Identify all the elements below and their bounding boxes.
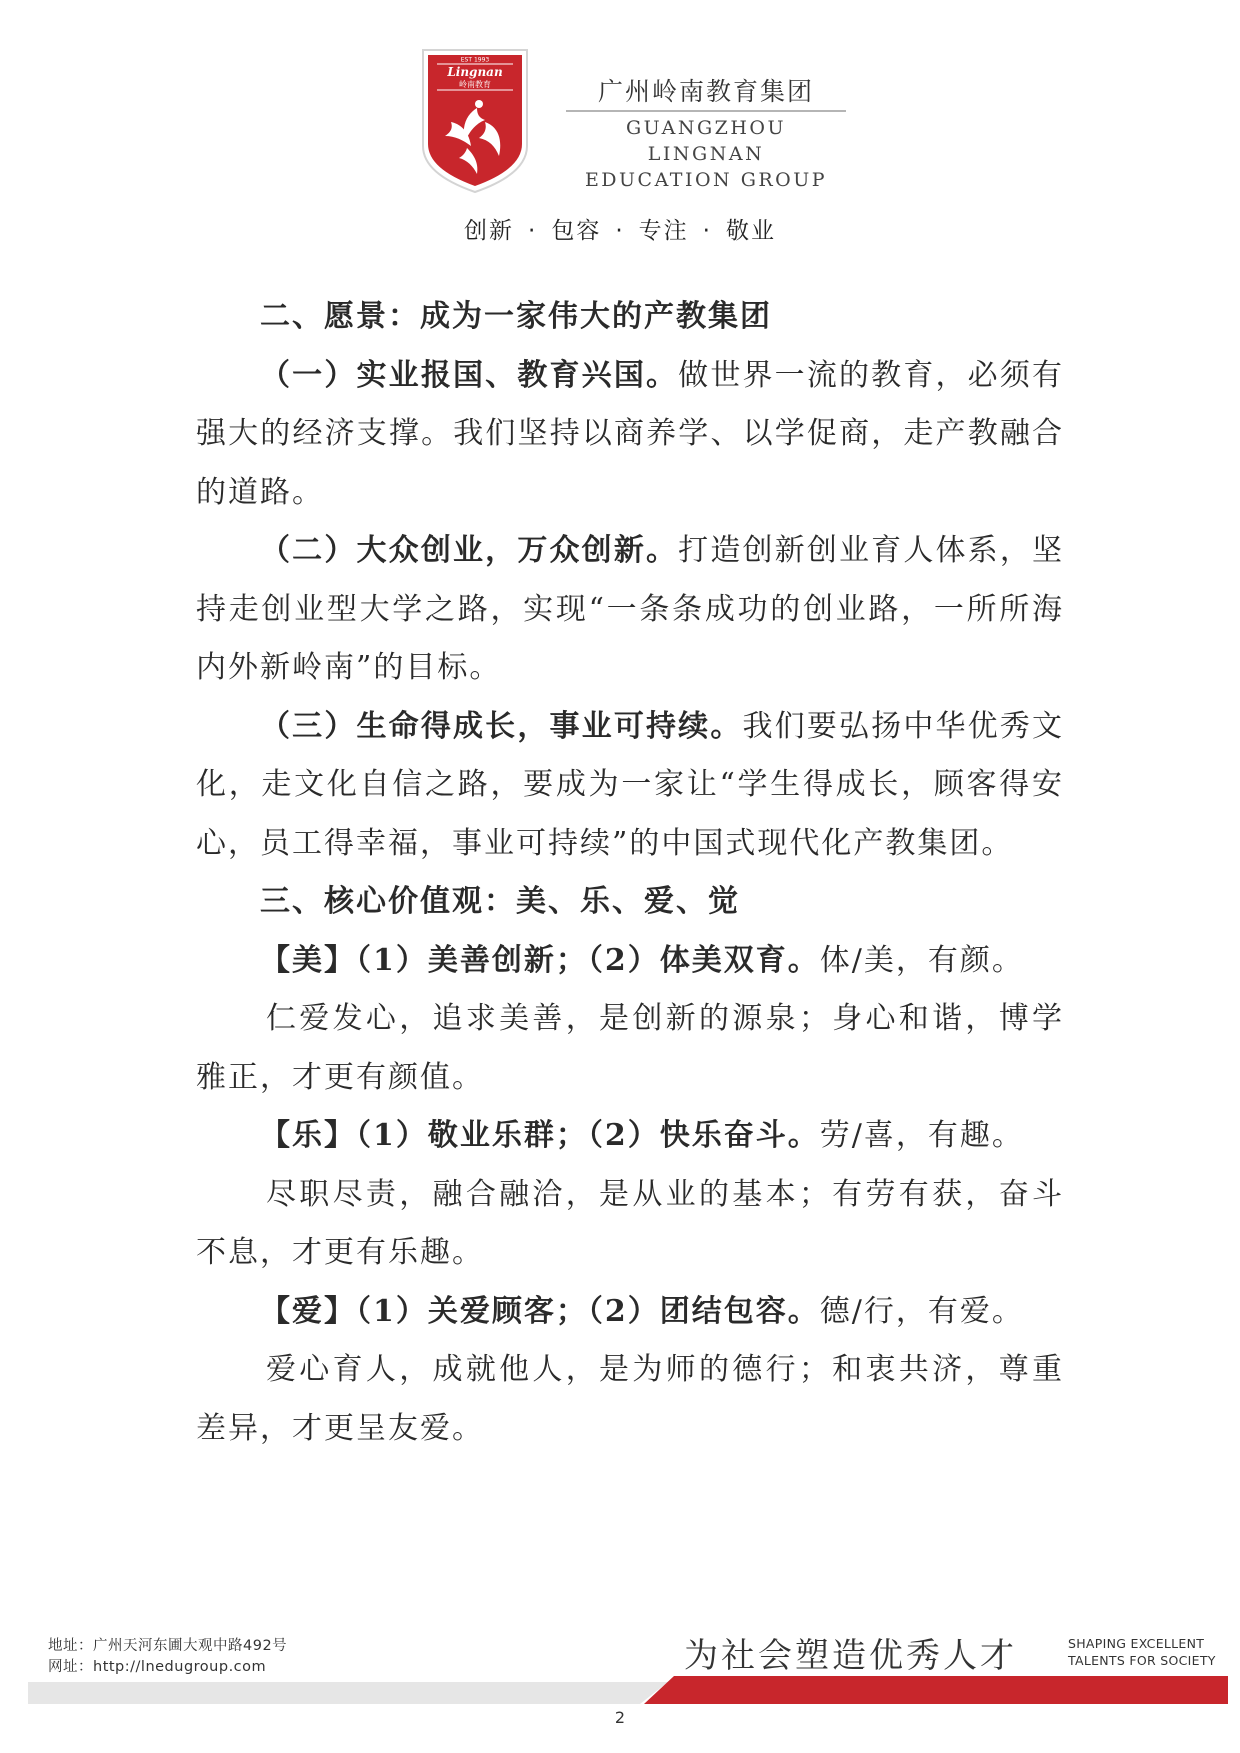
motto-item: 创新 — [464, 218, 515, 244]
footer-band-gray — [28, 1682, 668, 1704]
page-number: 2 — [614, 1708, 626, 1727]
slogan-en-line2: TALENTS FOR SOCIETY — [1068, 1653, 1216, 1668]
footer-contact — [48, 1636, 287, 1678]
brand-divider — [566, 110, 846, 112]
logo-wordmark: Lingnan — [447, 65, 503, 79]
motto-item: 敬业 — [725, 218, 776, 244]
vision-paragraph-2 — [196, 522, 1064, 698]
logo-sub-wordmark: 岭南教育 — [459, 80, 491, 89]
motto-separator: · — [615, 218, 625, 244]
footer-address: 地址：广州天河东圃大观中路492号 — [48, 1638, 288, 1654]
footer-slogan-cn: 为社会塑造优秀人才 — [684, 1636, 1017, 1676]
motto-separator: · — [528, 218, 538, 244]
brand-block — [566, 72, 846, 193]
brand-name-cn: 广州岭南教育集团 — [597, 77, 814, 106]
value-love-text: 爱心育人，成就他人，是为师的德行；和衷共济，尊重差异，才更呈友爱。 — [196, 1352, 1064, 1446]
vision-paragraph-3 — [196, 698, 1064, 874]
paragraph-text: 德/行，有爱。 — [819, 1293, 1024, 1329]
motto-item: 专注 — [638, 218, 689, 244]
paragraph-text: 劳/喜，有趣。 — [819, 1118, 1024, 1153]
motto — [0, 212, 1240, 245]
paragraph-text: 体/美，有颜。 — [819, 942, 1024, 978]
heading-text: 三、核心价值观：美、乐、爱、觉 — [260, 884, 740, 919]
paragraph-lead: 【爱】（1）关爱顾客；（2）团结包容。 — [260, 1293, 820, 1329]
value-joy-title — [196, 1107, 1064, 1166]
document-body — [196, 288, 1064, 1458]
motto-separator: · — [702, 218, 712, 244]
heading-text: 二、愿景：成为一家伟大的产教集团 — [260, 299, 772, 334]
paragraph-lead: （三）生命得成长，事业可持续。 — [260, 708, 743, 744]
paragraph-lead: 【乐】（1）敬业乐群；（2）快乐奋斗。 — [260, 1118, 820, 1153]
section-heading-values — [196, 873, 1064, 932]
value-beauty-text: 仁爱发心，追求美善，是创新的源泉；身心和谐，博学雅正，才更有颜值。 — [196, 1001, 1064, 1095]
brand-name-en-line1: GUANGZHOU LINGNAN — [626, 117, 786, 165]
value-joy-text: 尽职尽责，融合融洽，是从业的基本；有劳有获，奋斗不息，才更有乐趣。 — [196, 1176, 1064, 1270]
footer-band-red — [644, 1676, 1228, 1704]
lingnan-logo — [421, 48, 529, 194]
paragraph-text: 做世界一流的教育，必须有强大的经济支撑。我们坚持以商养学、以学促商，走产教融合的道路。 — [196, 357, 1065, 510]
paragraph-lead: （二）大众创业，万众创新。 — [260, 533, 679, 568]
brand-name-en-line2: EDUCATION GROUP — [584, 169, 828, 191]
paragraph-lead: （一）实业报国、教育兴国。 — [260, 357, 679, 393]
logo-est-text: EST 1993 — [460, 56, 490, 64]
footer-website: 网址：http://lnedugroup.com — [48, 1659, 267, 1675]
section-heading-vision — [196, 288, 1064, 347]
paragraph-text: 我们要弘扬中华优秀文化，走文化自信之路，要成为一家让“学生得成长，顾客得安心，员工得幸福，事业可持续”的中国式现代化产教集团。 — [196, 708, 1064, 861]
value-beauty-title — [196, 932, 1064, 991]
paragraph-text: 打造创新创业育人体系，坚持走创业型大学之路，实现“一条条成功的创业路，一所所海内外新岭南”的目标。 — [196, 533, 1065, 685]
vision-paragraph-1 — [196, 347, 1064, 523]
footer-band — [28, 1676, 1228, 1704]
footer-slogan-en — [1068, 1635, 1216, 1669]
value-love-title — [196, 1283, 1064, 1342]
slogan-en-line1: SHAPING EXCELLENT — [1068, 1636, 1205, 1651]
paragraph-lead: 【美】（1）美善创新；（2）体美双育。 — [260, 942, 820, 978]
motto-item: 包容 — [551, 218, 602, 244]
